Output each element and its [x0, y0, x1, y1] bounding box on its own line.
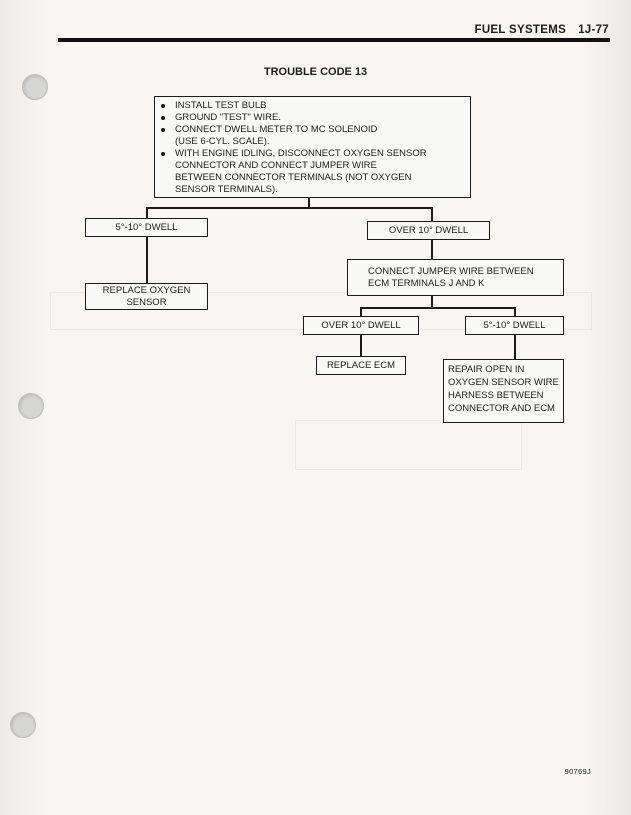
- figure-reference: 90769J: [564, 767, 591, 776]
- instruction-list: [159, 100, 466, 196]
- branch-dwell-5-10: 5°-10° DWELL: [85, 218, 208, 237]
- replace-ecm-box: REPLACE ECM: [316, 356, 406, 375]
- sub-branch-5-10: 5°-10° DWELL: [465, 316, 564, 335]
- start-instructions-box: [154, 96, 471, 198]
- instruction-line: GROUND "TEST" WIRE.: [159, 112, 466, 124]
- connector-line: [360, 307, 516, 309]
- instruction-line: CONNECTOR AND CONNECT JUMPER WIRE: [175, 160, 377, 171]
- instruction-line: BETWEEN CONNECTOR TERMINALS (NOT OXYGEN: [175, 172, 412, 183]
- binder-hole-middle: [18, 393, 44, 419]
- page-header: [475, 24, 610, 36]
- instruction-line: CONNECT DWELL METER TO MC SOLENOID: [159, 124, 466, 136]
- binder-hole-bottom: [10, 712, 36, 738]
- repair-open-harness-box: REPAIR OPEN IN OXYGEN SENSOR WIRE HARNESS BETWEEN CONNECTOR AND ECM: [443, 359, 564, 423]
- instruction-line: SENSOR TERMINALS).: [175, 184, 278, 195]
- sub-branch-over-10: OVER 10° DWELL: [303, 316, 419, 335]
- branch-dwell-over-10: OVER 10° DWELL: [367, 221, 490, 240]
- instruction-line: (USE 6-CYL. SCALE).: [175, 136, 270, 147]
- connector-line: [146, 207, 432, 209]
- instruction-line: WITH ENGINE IDLING, DISCONNECT OXYGEN SENSOR: [159, 148, 466, 160]
- connector-line: [514, 335, 516, 360]
- section-name: FUEL SYSTEMS: [474, 24, 567, 36]
- connector-line: [431, 240, 433, 260]
- diagram-title: TROUBLE CODE 13: [263, 66, 368, 78]
- connector-line: [360, 335, 362, 357]
- connector-line: [431, 207, 433, 221]
- bleed-through-box: [295, 420, 522, 470]
- replace-oxygen-sensor-box: REPLACE OXYGEN SENSOR: [85, 283, 208, 310]
- connector-line: [146, 237, 148, 284]
- header-rule: [58, 38, 610, 42]
- page-number: 1J-77: [578, 24, 609, 36]
- connect-jumper-box: CONNECT JUMPER WIRE BETWEEN ECM TERMINALS J AND K: [347, 259, 564, 296]
- instruction-line: INSTALL TEST BULB: [159, 100, 466, 112]
